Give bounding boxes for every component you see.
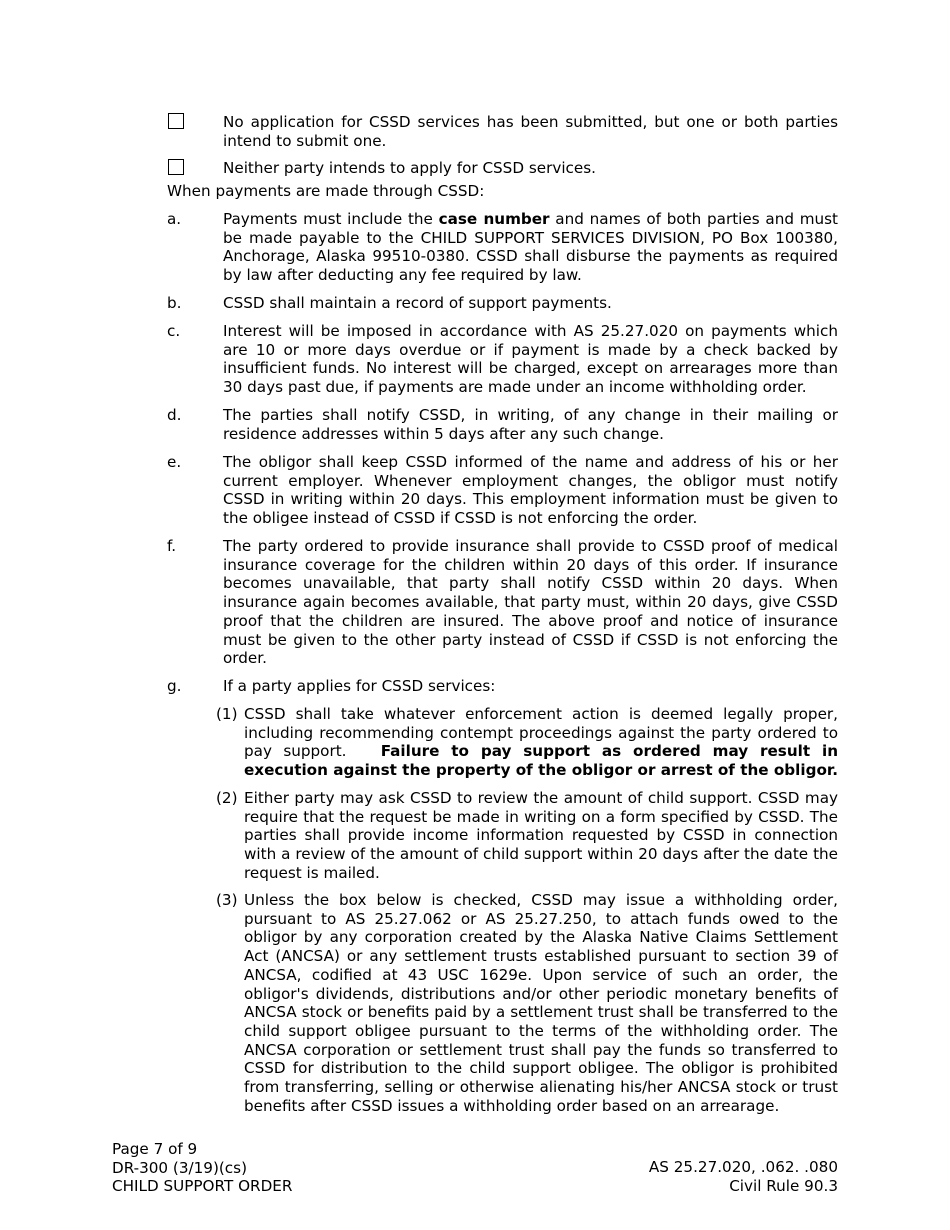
item-c-letter: c. — [167, 322, 181, 340]
subitem-3-number: (3) — [216, 891, 238, 909]
subitem-2-number: (2) — [216, 789, 238, 807]
footer-left — [112, 1140, 292, 1196]
item-b-letter: b. — [167, 294, 182, 312]
failure-to-pay-warning: Failure to pay support as ordered may result in execution against the property of the obligor or arrest of the obligor. — [244, 742, 839, 780]
statute-reference: AS 25.27.020, .062. .080 — [648, 1158, 838, 1176]
item-c-text: Interest will be imposed in accordance with AS 25.27.020 on payments which are 10 or more days overdue or if payment is made by a check backed by insufficient funds. No interest will be charged, except on arrearages more than 30 days past due, if payments are made under an income withholding order. — [223, 322, 838, 397]
form-title: CHILD SUPPORT ORDER — [112, 1177, 293, 1196]
case-number-emphasis: case number — [438, 210, 550, 228]
subitem-3-text: Unless the box below is checked, CSSD may issue a withholding order, pursuant to AS 25.27.062 or AS 25.27.250, to attach funds owed to the obligor by any corporation created by the Alaska Native Claims Settlement Act (ANCSA) or any settlement trusts established pursuant to section 39 of ANCSA, codified at 43 USC 1629e. Upon service of such an order, the obligor's dividends, distributions and/or other periodic monetary benefits of ANCSA stock or benefits paid by a settlement trust shall be transferred to the child support obligee pursuant to the terms of the withholding order. The ANCSA corporation or settlement trust shall pay the funds so transferred to CSSD for distribution to the child support obligee. The obligor is prohibited from transferring, selling or otherwise alienating his/her ANCSA stock or trust benefits after CSSD issues a withholding order based on an arrearage. — [244, 891, 838, 1115]
item-d-letter: d. — [167, 406, 182, 424]
checkbox-neither-party-applies[interactable] — [168, 159, 184, 175]
footer-right — [649, 1158, 838, 1195]
item-f-text: The party ordered to provide insurance shall provide to CSSD proof of medical insurance coverage for the children within 20 days of this order. If insurance becomes unavailable, that party shall notify CSSD within 20 days. When insurance again becomes available, that party must, within 20 days, give CSSD proof that the children are insured. The above proof and notice of insurance must be given to the other party instead of CSSD if CSSD is not enforcing the order. — [223, 537, 838, 668]
checkbox-intend-to-submit[interactable] — [168, 113, 184, 129]
option-intend-to-submit-text: No application for CSSD services has been submitted, but one or both parties intend to submit one. — [223, 113, 838, 150]
item-g-letter: g. — [167, 677, 182, 695]
item-a-letter: a. — [167, 210, 182, 228]
civil-rule-reference: Civil Rule 90.3 — [729, 1176, 838, 1195]
item-e-letter: e. — [167, 453, 182, 471]
subitem-2-text: Either party may ask CSSD to review the amount of child support. CSSD may require that the request be made in writing on a form specified by CSSD. The parties shall provide income information requested by CSSD in connection with a review of the amount of child support within 20 days after the date the request is mailed. — [244, 789, 838, 882]
item-g-text: If a party applies for CSSD services: — [223, 677, 496, 695]
subitem-1-number: (1) — [216, 705, 238, 723]
item-e-text: The obligor shall keep CSSD informed of the name and address of his or her current employer. Whenever employment changes, the obligor must notify CSSD in writing within 20 days. This employment information must be given to the obligee instead of CSSD if CSSD is not enforcing the order. — [223, 453, 838, 528]
subitem-1-text: CSSD shall take whatever enforcement action is deemed legally proper, including recommending contempt proceedings against the party ordered to pay support. Failure to pay support as ordered may result in execution against the property of the obligor or arrest of the obligor. — [244, 705, 839, 780]
payments-heading: When payments are made through CSSD: — [167, 182, 485, 200]
item-d-text: The parties shall notify CSSD, in writing, of any change in their mailing or residence addresses within 5 days after any such change. — [223, 406, 838, 443]
item-f-letter: f. — [167, 537, 177, 555]
item-b-text: CSSD shall maintain a record of support payments. — [223, 294, 612, 312]
option-neither-party-text: Neither party intends to apply for CSSD services. — [223, 159, 596, 177]
page-number: Page 7 of 9 — [112, 1140, 198, 1158]
item-a-text: Payments must include the case number and names of both parties and must be made payable to the CHILD SUPPORT SERVICES DIVISION, PO Box 100380, Anchorage, Alaska 99510-0380. CSSD shall disburse the payments as required by law after deducting any fee required by law. — [223, 210, 838, 285]
form-id: DR-300 (3/19)(cs) — [112, 1158, 247, 1177]
